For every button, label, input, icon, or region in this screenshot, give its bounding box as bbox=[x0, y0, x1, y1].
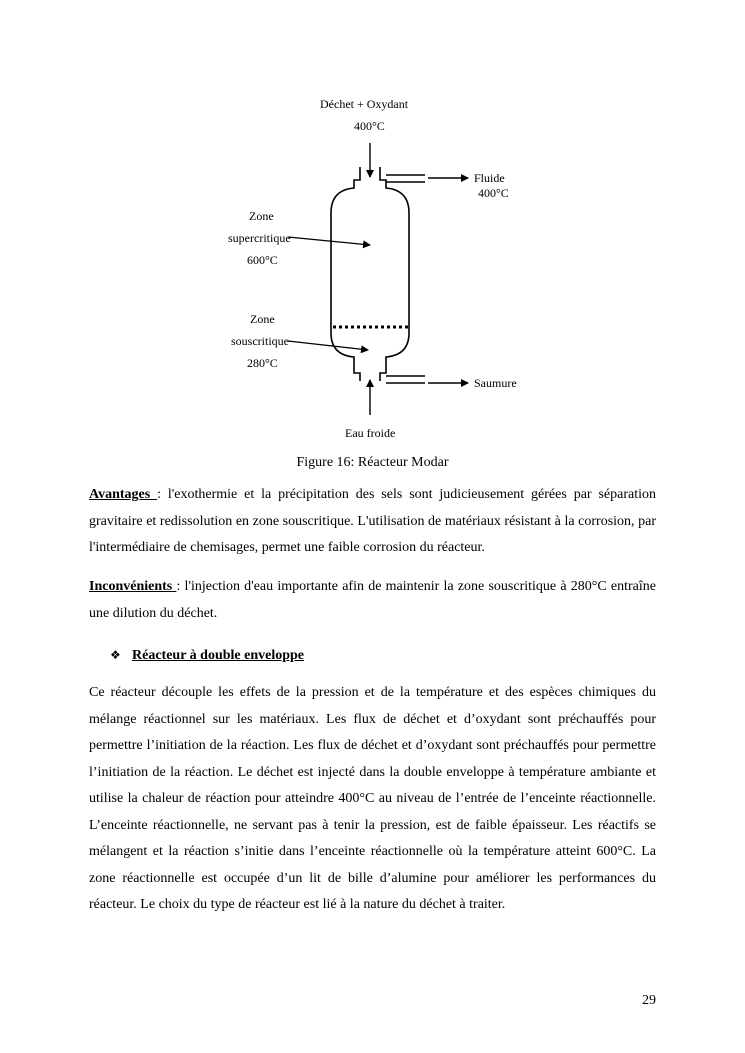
drawbacks-heading: Inconvénients bbox=[89, 579, 177, 594]
inlet-top-temp-label: 400°C bbox=[354, 119, 385, 133]
advantages-heading: Avantages bbox=[89, 487, 158, 502]
brine-outlet-label: Saumure bbox=[474, 376, 517, 390]
subcritical-zone-label-1: Zone bbox=[250, 312, 275, 326]
section-title: Réacteur à double enveloppe bbox=[132, 648, 305, 663]
brine-outlet-pipe bbox=[386, 376, 425, 383]
reactor-vessel-outline-right bbox=[380, 167, 409, 381]
diamond-bullet-icon: ❖ bbox=[110, 648, 121, 662]
fluid-outlet-pipe bbox=[386, 175, 425, 182]
cold-water-inlet-label: Eau froide bbox=[345, 426, 396, 440]
supercritical-zone-label-1: Zone bbox=[249, 209, 274, 223]
inlet-top-label: Déchet + Oxydant bbox=[320, 97, 409, 111]
page-number: 29 bbox=[642, 993, 656, 1008]
subcritical-zone-temp-label: 280°C bbox=[247, 356, 278, 370]
advantages-text: : l'exothermie et la précipitation des sels sont judicieusement gérées par séparation gravitaire et redissolution en zone souscritique. L'utilisation de matériaux résistant à la corrosion, par l'intermédiaire de chemisages, permet une faible corrosion du réacteur. bbox=[89, 487, 656, 555]
subcritical-zone-label-2: souscritique bbox=[231, 334, 289, 348]
supercritical-zone-temp-label: 600°C bbox=[247, 253, 278, 267]
supercritical-zone-arrow bbox=[288, 237, 370, 245]
reactor-diagram bbox=[0, 85, 745, 445]
drawbacks-paragraph bbox=[89, 574, 656, 627]
modar-reactor-figure bbox=[0, 85, 745, 445]
subcritical-zone-arrow bbox=[288, 341, 368, 350]
fluid-outlet-temp-label: 400°C bbox=[478, 186, 509, 200]
supercritical-zone-label-2: supercritique bbox=[228, 231, 291, 245]
figure-caption: Figure 16: Réacteur Modar bbox=[296, 455, 449, 470]
advantages-paragraph bbox=[89, 482, 656, 562]
drawbacks-text: : l'injection d'eau importante afin de maintenir la zone souscritique à 280°C entraîne une dilution du déchet. bbox=[89, 579, 656, 621]
body-paragraph: Ce réacteur découple les effets de la pression et de la température et des espèces chimiques du mélange réactionnel sur les matériaux. Les flux de déchet et d’oxydant sont préchauffés pour permettre l’initiation de la réaction. Les flux de déchet et d’oxydant sont préchauffés pour permettre l’initiation de la réaction. Le déchet est injecté dans la double enveloppe à température ambiante et utilise la chaleur de réaction pour atteindre 400°C au niveau de l’entrée de l’enceinte réactionnelle. L’enceinte réactionnelle, ne servant pas à tenir la pression, est de faible épaisseur. Les réactifs se mélangent et la réaction s’initie dans l’enceinte réactionnelle où la température atteint 600°C. La zone réactionnelle est occupée d’un lit de bille d’alumine pour améliorer les performances du réacteur. Le choix du type de réacteur est lié à la nature du déchet à traiter. bbox=[89, 685, 656, 912]
fluid-outlet-label: Fluide bbox=[474, 171, 505, 185]
section-heading bbox=[110, 646, 304, 665]
